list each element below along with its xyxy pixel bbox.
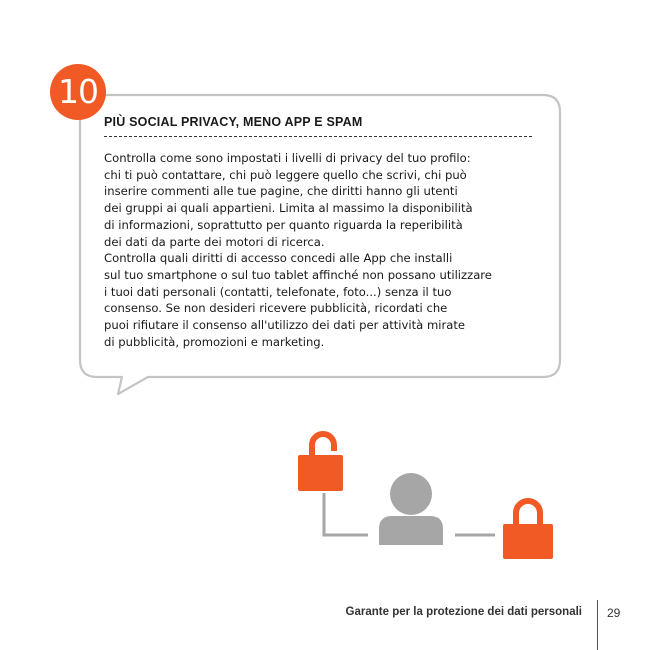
- body-line: sul tuo smartphone o sul tuo tablet affinché non possano utilizzare: [104, 267, 492, 282]
- user-icon: [379, 473, 443, 545]
- body-line: puoi rifiutare il consenso all'utilizzo dei dati per attività mirate: [104, 318, 466, 333]
- body-line: di pubblicità, promozioni e marketing.: [104, 334, 325, 349]
- body-line: i tuoi dati personali (contatti, telefonate, foto...) senza il tuo: [104, 284, 452, 299]
- body-line: consenso. Se non desideri ricevere pubblicità, ricordati che: [104, 301, 448, 316]
- locked-padlock-icon: [503, 501, 553, 559]
- body-line: di informazioni, soprattutto per quanto riguarda la reperibilità: [104, 217, 463, 232]
- body-line: dei dati da parte dei motori di ricerca.: [104, 234, 325, 249]
- body-line: chi ti può contattare, chi può leggere quello che scrivi, chi può: [104, 167, 467, 182]
- footer-publisher: Garante per la protezione dei dati personali: [345, 606, 582, 618]
- section-title: PIÙ SOCIAL PRIVACY, MENO APP E SPAM: [104, 115, 363, 129]
- page-number: 29: [607, 606, 621, 620]
- body-line: Controlla come sono impostati i livelli di privacy del tuo profilo:: [104, 151, 471, 165]
- dashed-divider: [104, 136, 532, 137]
- privacy-illustration: [290, 425, 570, 570]
- body-line: Controlla quali diritti di accesso concedi alle App che installi: [104, 251, 453, 266]
- body-line: dei gruppi ai quali appartieni. Limita al massimo la disponibilità: [104, 201, 473, 216]
- footer-divider: [597, 600, 598, 650]
- body-line: inserire commenti alle tue pagine, che diritti hanno gli utenti: [104, 184, 458, 199]
- unlocked-padlock-icon: [298, 434, 343, 491]
- connector-line-left: [324, 493, 368, 535]
- section-body: [104, 150, 544, 350]
- section-number-badge: 10: [50, 64, 106, 120]
